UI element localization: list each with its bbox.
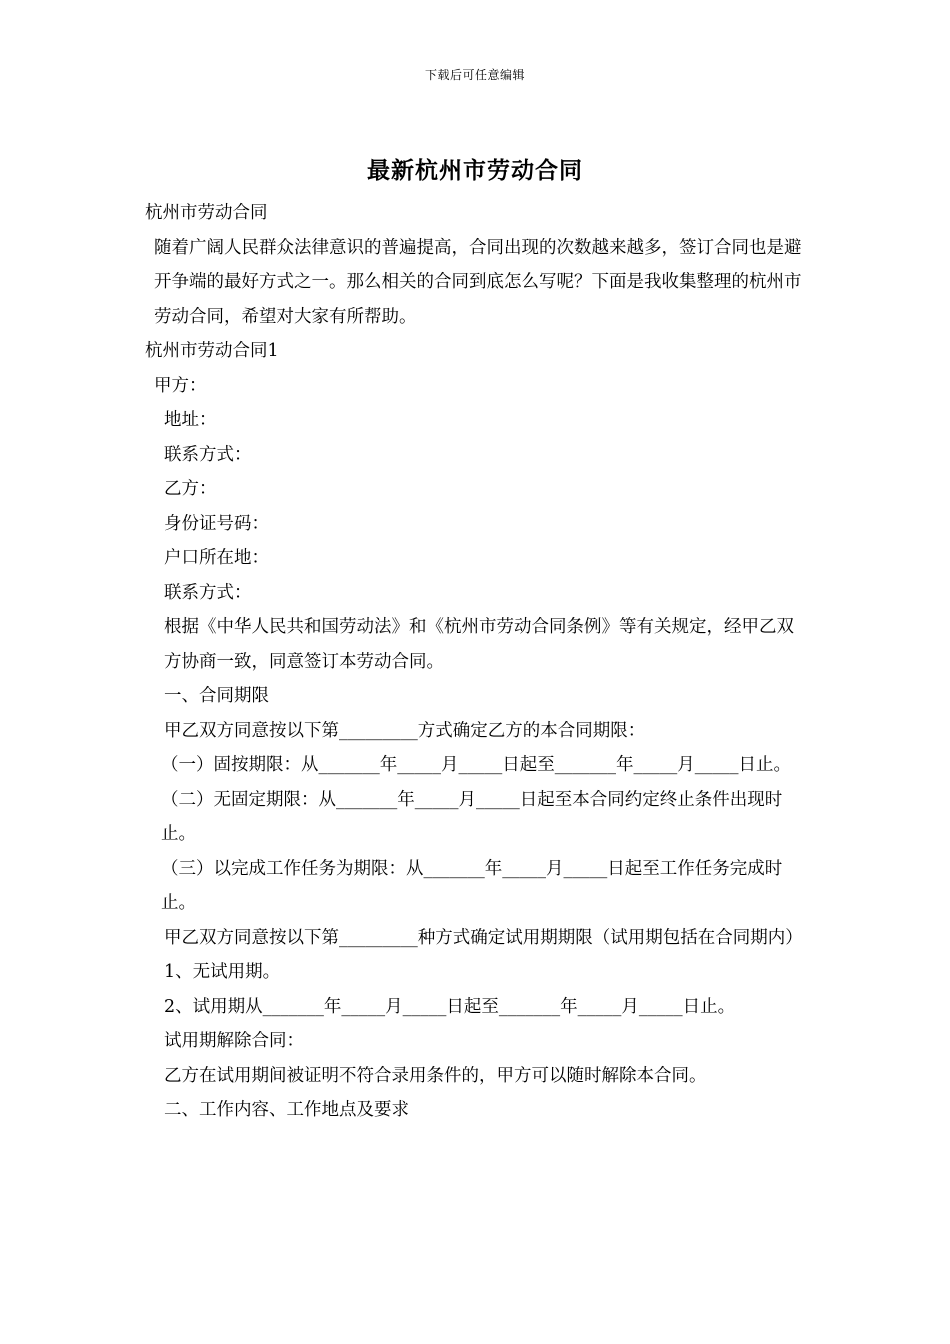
- paragraph-legal-basis: 根据《中华人民共和国劳动法》和《杭州市劳动合同条例》等有关规定，经甲乙双方协商一致，同意签订本劳动合同。: [164, 617, 794, 672]
- paragraph-open-term: （二）无固定期限：从_______年_____月_____日起至本合同约定终止条件出现时止。: [161, 789, 783, 844]
- paragraph-term-choice: 甲乙双方同意按以下第_________方式确定乙方的本合同期限：: [164, 720, 646, 741]
- document-body: [145, 196, 807, 1128]
- section-heading-term: 一、合同期限: [164, 686, 269, 706]
- paragraph-subtitle: 杭州市劳动合同: [145, 203, 268, 223]
- field-id-number: 身份证号码：: [164, 513, 269, 534]
- paragraph-intro: 随着广阔人民群众法律意识的普遍提高，合同出现的次数越来越多，签订合同也是避开争端的最好方式之一。那么相关的合同到底怎么写呢？下面是我收集整理的杭州市劳动合同，希望对大家有所帮助。: [154, 237, 802, 327]
- section-heading-work: 二、工作内容、工作地点及要求: [164, 1100, 409, 1120]
- paragraph-probation-choice: 甲乙双方同意按以下第_________种方式确定试用期期限（试用期包括在合同期内）: [164, 927, 803, 948]
- field-contact-a: 联系方式：: [164, 444, 252, 465]
- paragraph-probation-rule: 乙方在试用期间被证明不符合录用条件的，甲方可以随时解除本合同。: [164, 1065, 707, 1086]
- field-party-a: 甲方：: [154, 375, 207, 396]
- field-household: 户口所在地：: [164, 548, 269, 568]
- paragraph-no-probation: 1、无试用期。: [164, 962, 281, 982]
- field-contact-b: 联系方式：: [164, 582, 252, 603]
- paragraph-probation-termination: 试用期解除合同：: [164, 1031, 304, 1051]
- field-address: 地址：: [164, 410, 217, 430]
- field-party-b: 乙方：: [164, 479, 217, 499]
- paragraph-contract-heading: 杭州市劳动合同1: [145, 341, 279, 361]
- page-header-note: 下载后可任意编辑: [424, 68, 525, 82]
- paragraph-fixed-term: （一）固按期限：从_______年_____月_____日起至_______年_____月_____日止。: [161, 755, 791, 775]
- paragraph-probation-period: 2、试用期从_______年_____月_____日起至_______年_____月_____日止。: [164, 996, 736, 1017]
- paragraph-task-term: （三）以完成工作任务为期限：从_______年_____月_____日起至工作任务完成时止。: [161, 858, 783, 913]
- document-title: 最新杭州市劳动合同: [367, 157, 583, 184]
